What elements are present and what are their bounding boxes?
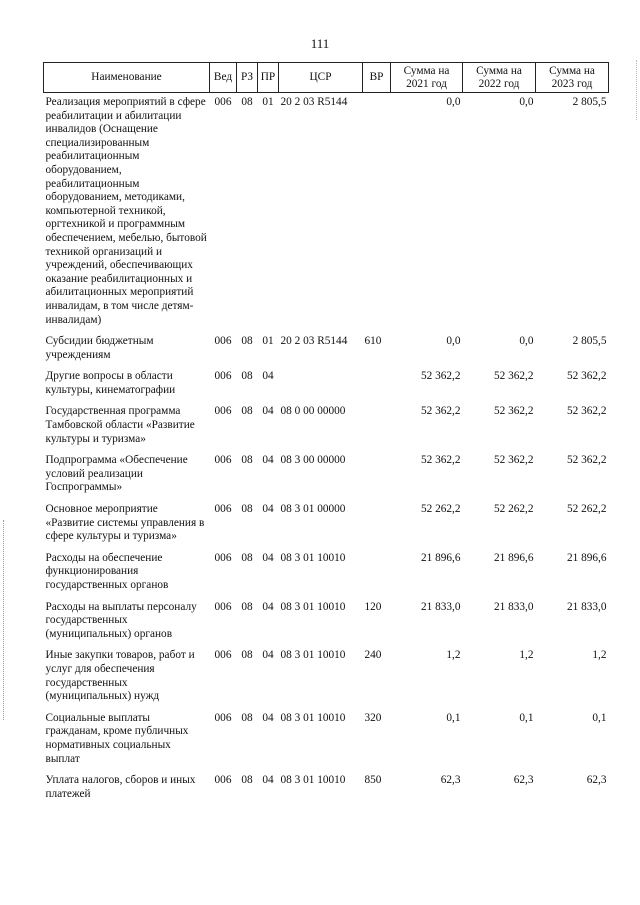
row-ved: 006 (214, 649, 232, 662)
row-name: Уплата налогов, сборов и иных платежей (45, 774, 196, 800)
row-name: Расходы на выплаты персоналу государственных (муниципальных) органов (45, 600, 197, 640)
header-pr: ПР (258, 63, 279, 93)
row-csr (279, 364, 363, 399)
header-csr: ЦСР (279, 63, 363, 93)
table-row (44, 706, 609, 768)
row-sum-2021: 0,0 (446, 96, 461, 108)
row-vr (363, 448, 391, 497)
row-pr: 04 (262, 503, 274, 516)
row-rz: 08 (241, 96, 253, 108)
row-name: Государственная программа Тамбовской области «Развитие культуры и туризма» (45, 405, 195, 445)
row-sum-2023: 0,1 (592, 711, 607, 724)
binding-margin-mark (3, 520, 6, 720)
row-sum-2023: 52 262,2 (566, 503, 607, 516)
row-ved: 006 (214, 551, 232, 564)
table-row (44, 643, 609, 705)
row-sum-2023: 52 362,2 (566, 454, 607, 467)
row-sum-2021: 52 362,2 (420, 454, 461, 467)
row-rz: 08 (241, 551, 253, 564)
row-name: Подпрограмма «Обеспечение условий реализации Госпрограммы» (45, 454, 188, 494)
header-name: Наименование (44, 63, 210, 93)
row-name: Социальные выплаты гражданам, кроме публичных нормативных социальных выплат (45, 711, 189, 765)
row-pr: 04 (262, 454, 274, 467)
row-vr: 240 (364, 649, 382, 662)
row-csr: 20 2 03 R5144 (280, 96, 348, 108)
row-sum-2022: 1,2 (519, 649, 534, 662)
row-csr: 08 3 01 10010 (280, 774, 346, 787)
row-csr: 08 0 00 00000 (280, 405, 346, 418)
row-csr: 08 3 01 00000 (280, 503, 346, 516)
row-sum-2023: 1,2 (592, 649, 607, 662)
row-sum-2021: 21 896,6 (420, 551, 461, 564)
row-rz: 08 (241, 774, 253, 787)
table-row (44, 399, 609, 448)
row-name: Иные закупки товаров, работ и услуг для обеспечения государственных (муниципальных) нужд (45, 649, 195, 703)
row-sum-2023: 21 896,6 (566, 551, 607, 564)
row-rz: 08 (241, 454, 253, 467)
row-ved: 006 (214, 600, 232, 613)
row-name: Субсидии бюджетным учреждениям (45, 335, 154, 361)
row-sum-2022: 0,0 (519, 96, 534, 108)
row-ved: 006 (214, 335, 232, 348)
row-name: Основное мероприятие «Развитие системы управления в сфере культуры и туризма» (45, 503, 205, 543)
row-name: Другие вопросы в области культуры, кинематографии (45, 370, 176, 396)
row-sum-2023: 21 833,0 (566, 600, 607, 613)
table-row (44, 768, 609, 803)
row-csr: 20 2 03 R5144 (280, 335, 348, 348)
row-sum-2023: 52 362,2 (566, 405, 607, 418)
row-sum-2021: 62,3 (440, 774, 461, 787)
row-rz: 08 (241, 649, 253, 662)
row-sum-2022: 52 262,2 (493, 503, 534, 516)
table-row (44, 93, 609, 330)
header-sum-2022: Сумма на 2022 год (463, 63, 536, 93)
row-pr: 01 (262, 335, 274, 348)
row-sum-2021: 21 833,0 (420, 600, 461, 613)
row-sum-2021: 52 362,2 (420, 405, 461, 418)
row-sum-2023: 62,3 (586, 774, 607, 787)
row-sum-2023: 52 362,2 (566, 370, 607, 383)
row-rz: 08 (241, 503, 253, 516)
row-sum-2021: 0,0 (446, 335, 461, 348)
row-name: Реализация мероприятий в сфере реабилитации и абилитации инвалидов (Оснащение специализированным реабилитационным оборудованием, реабилитационным оборудованием, методиками, компьютерной техникой, оргтехникой и программным обеспечением, мебелью, бытовой техникой организаций и учреждений, обеспечивающих оказание реабилитационных и абилитационных мероприятий инвалидам, в том числе детям-инвалидам) (45, 96, 207, 326)
row-sum-2022: 52 362,2 (493, 454, 534, 467)
row-sum-2021: 0,1 (446, 711, 461, 724)
row-vr: 850 (364, 774, 382, 787)
row-sum-2022: 21 833,0 (493, 600, 534, 613)
row-sum-2023: 2 805,5 (572, 335, 607, 348)
row-pr: 04 (262, 774, 274, 787)
row-sum-2022: 52 362,2 (493, 405, 534, 418)
row-rz: 08 (241, 405, 253, 418)
row-vr: 120 (364, 600, 382, 613)
table-row (44, 364, 609, 399)
edge-margin-mark (636, 60, 638, 120)
row-ved: 006 (214, 711, 232, 724)
table-row (44, 546, 609, 595)
row-ved: 006 (214, 454, 232, 467)
row-sum-2021: 52 362,2 (420, 370, 461, 383)
row-sum-2022: 62,3 (513, 774, 534, 787)
header-vr: ВР (363, 63, 391, 93)
row-ved: 006 (214, 405, 232, 418)
row-ved: 006 (214, 503, 232, 516)
row-sum-2022: 21 896,6 (493, 551, 534, 564)
budget-table (43, 62, 609, 803)
row-csr: 08 3 01 10010 (280, 711, 346, 724)
row-ved: 006 (214, 370, 232, 383)
row-sum-2021: 52 262,2 (420, 503, 461, 516)
header-ved: Вед (210, 63, 237, 93)
table-row (44, 595, 609, 644)
row-name: Расходы на обеспечение функционирования государственных органов (45, 551, 169, 591)
row-rz: 08 (241, 600, 253, 613)
row-vr (363, 364, 391, 399)
row-pr: 04 (262, 405, 274, 418)
row-vr: 320 (364, 711, 382, 724)
row-ved: 006 (214, 96, 232, 108)
table-row (44, 497, 609, 546)
row-sum-2022: 52 362,2 (493, 370, 534, 383)
row-ved: 006 (214, 774, 232, 787)
row-sum-2022: 0,0 (519, 335, 534, 348)
table-row (44, 448, 609, 497)
row-vr (363, 546, 391, 595)
row-pr: 04 (262, 551, 274, 564)
row-vr (363, 497, 391, 546)
row-sum-2023: 2 805,5 (572, 96, 607, 108)
row-vr (363, 399, 391, 448)
row-vr (363, 93, 391, 330)
row-pr: 04 (262, 600, 274, 613)
row-sum-2022: 0,1 (519, 711, 534, 724)
page-number: 111 (310, 36, 330, 51)
row-pr: 04 (262, 649, 274, 662)
row-csr: 08 3 01 10010 (280, 649, 346, 662)
row-csr: 08 3 00 00000 (280, 454, 346, 467)
header-sum-2021: Сумма на 2021 год (391, 63, 463, 93)
row-pr: 01 (262, 96, 274, 108)
header-rz: РЗ (237, 63, 258, 93)
row-vr: 610 (364, 335, 382, 348)
row-rz: 08 (241, 370, 253, 383)
row-rz: 08 (241, 711, 253, 724)
table-header-row (44, 63, 609, 93)
row-csr: 08 3 01 10010 (280, 600, 346, 613)
table-row (44, 329, 609, 364)
row-pr: 04 (262, 711, 274, 724)
row-sum-2021: 1,2 (446, 649, 461, 662)
row-pr: 04 (262, 370, 274, 383)
row-rz: 08 (241, 335, 253, 348)
header-sum-2023: Сумма на 2023 год (536, 63, 609, 93)
row-csr: 08 3 01 10010 (280, 551, 346, 564)
